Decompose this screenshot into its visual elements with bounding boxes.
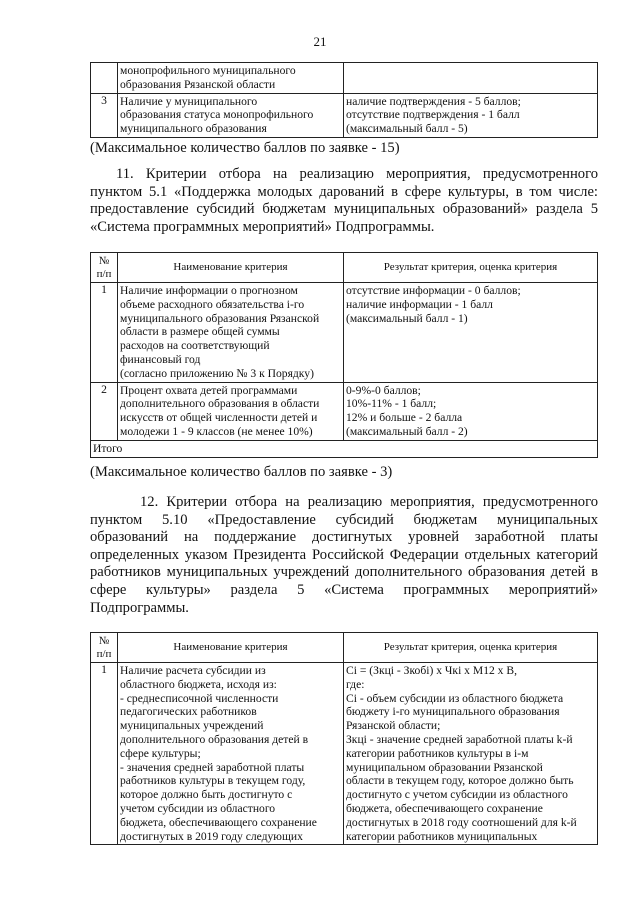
criterion-line: Наличие информации о прогнозном [120, 284, 298, 297]
result-line: (максимальный балл - 1) [346, 311, 468, 325]
result-line: достигнутых в 2018 году соотношений для k-й [346, 815, 577, 829]
table-header-row [91, 253, 598, 283]
criterion-cell [118, 283, 344, 383]
criterion-cell [118, 382, 344, 440]
criterion-line: области в размере общей суммы [120, 325, 280, 339]
result-line: муниципальном образовании Рязанской [346, 760, 543, 774]
criterion-line: - значения средней заработной платы [120, 760, 305, 774]
criterion-line: - среднесписочной численности [120, 691, 279, 705]
criterion-line: муниципального образования [120, 122, 267, 136]
criterion-cell [118, 93, 344, 137]
criterion-line: учетом субсидии из областного [120, 801, 276, 815]
header-num: № п/п [91, 633, 118, 663]
result-cell [344, 382, 598, 440]
page-number: 21 [313, 34, 327, 49]
result-line: наличие подтверждения - 5 баллов; [346, 94, 521, 108]
header-num: № п/п [91, 253, 118, 283]
criterion-line: бюджета, обеспечивающего сохранение [120, 815, 317, 829]
result-line: бюджета, обеспечивающего сохранение [346, 801, 543, 815]
result-line: 0-9%-0 баллов; [346, 383, 421, 397]
result-line: 12% и больше - 2 балла [346, 411, 463, 425]
criterion-line: работников культуры в текущем году, [120, 774, 306, 788]
header-result: Результат критерия, оценка критерия [344, 253, 598, 283]
criteria-table-11 [90, 252, 598, 458]
criterion-line: сфере культуры; [120, 746, 201, 760]
result-line: категории работников культуры в i-м [346, 746, 529, 760]
table-row [91, 382, 598, 440]
result-line: Рязанской области; [346, 719, 441, 733]
criterion-line: муниципальных учреждений [120, 719, 264, 733]
header-criterion: Наименование критерия [118, 633, 344, 663]
max-score-note: (Максимальное количество баллов по заявке - 15) [90, 140, 400, 156]
result-cell [344, 63, 598, 94]
result-line: где: [346, 677, 365, 691]
section-12-paragraph [90, 494, 598, 617]
row-number: 2 [91, 382, 118, 440]
criterion-line: которое должно быть достигнуто с [120, 788, 293, 802]
criteria-table-continuation [90, 62, 598, 138]
criterion-cell [118, 663, 344, 845]
criterion-line: (согласно приложению № 3 к Порядку) [120, 366, 314, 380]
max-score-note: (Максимальное количество баллов по заявке - 3) [90, 464, 393, 480]
result-cell [344, 663, 598, 845]
row-number: 1 [91, 283, 118, 383]
result-line: категории работников муниципальных [346, 829, 538, 843]
result-line: (максимальный балл - 5) [346, 122, 468, 136]
result-line: отсутствие подтверждения - 1 балл [346, 108, 520, 122]
criterion-line: дополнительного образования детей в [120, 732, 309, 746]
criterion-line: монопрофильного муниципального [120, 64, 296, 77]
criterion-line: Процент охвата детей программами [120, 383, 298, 397]
result-line: бюджету i-го муниципального образования [346, 705, 560, 719]
table-row [91, 663, 598, 845]
total-row [91, 440, 598, 457]
result-line: Ci - объем субсидии из областного бюджета [346, 691, 564, 705]
criterion-line: образования статуса монопрофильного [120, 108, 314, 122]
row-number: 1 [91, 663, 118, 845]
row-number: 3 [91, 93, 118, 137]
result-line: наличие информации - 1 балл [346, 297, 493, 311]
criterion-line: дополнительного образования в области [120, 397, 320, 411]
criterion-line: муниципального образования Рязанской [120, 311, 320, 325]
table-row [91, 93, 598, 137]
section-12-text: 12. Критерии отбора на реализацию мероприятия, предусмотренного пунктом 5.10 «Предоставление субсидий бюджетам муниципальных образований на поддержание достигнутых уровней заработной платы определенных указом Президента Российской Федерации отдельных категорий работников муниципальных учреждений дополнительного образования детей в сфере культуры» раздела 5 «Система программных мероприятий» Подпрограммы. [90, 494, 598, 616]
result-line: (максимальный балл - 2) [346, 424, 468, 438]
section-11-paragraph [90, 166, 598, 236]
table-row [91, 63, 598, 94]
table-header-row [91, 633, 598, 663]
criterion-line: искусств от общей численности детей и [120, 411, 318, 425]
criterion-line: объеме расходного обязательства i-го [120, 297, 305, 311]
result-line: достигнуто с учетом субсидии из областного [346, 788, 568, 802]
criterion-line: достигнутых в 2019 году следующих [120, 829, 303, 843]
result-line: Ci = (Зкці - Зкобі) х Чкі х М12 х В, [346, 664, 518, 677]
result-line: отсутствие информации - 0 баллов; [346, 284, 521, 297]
criterion-line: педагогических работников [120, 705, 257, 719]
criterion-line: расходов на соответствующий [120, 339, 270, 353]
result-line: Зкці - значение средней заработной платы k-й [346, 732, 573, 746]
table-row [91, 283, 598, 383]
result-line: 10%-11% - 1 балл; [346, 397, 437, 411]
result-cell [344, 93, 598, 137]
result-line: области в текущем году, которое должно быть [346, 774, 574, 788]
result-cell [344, 283, 598, 383]
criterion-line: молодежи 1 - 9 классов (не менее 10%) [120, 424, 313, 438]
total-cell: Итого [91, 440, 598, 457]
criterion-line: образования Рязанской области [120, 77, 276, 91]
criterion-line: Наличие у муниципального [120, 94, 258, 108]
criterion-line: областного бюджета, исходя из: [120, 677, 277, 691]
criteria-table-12 [90, 632, 598, 845]
section-11-text: 11. Критерии отбора на реализацию мероприятия, предусмотренного пунктом 5.1 «Поддержка молодых дарований в сфере культуры, в том числе: предоставление субсидий бюджетам муниципальных образований» раздела 5 «Система программных мероприятий» Подпрограммы. [90, 166, 598, 235]
row-number [91, 63, 118, 94]
criterion-line: финансовый год [120, 352, 201, 366]
criterion-line: Наличие расчета субсидии из [120, 664, 266, 677]
criterion-cell [118, 63, 344, 94]
header-criterion: Наименование критерия [118, 253, 344, 283]
header-result: Результат критерия, оценка критерия [344, 633, 598, 663]
